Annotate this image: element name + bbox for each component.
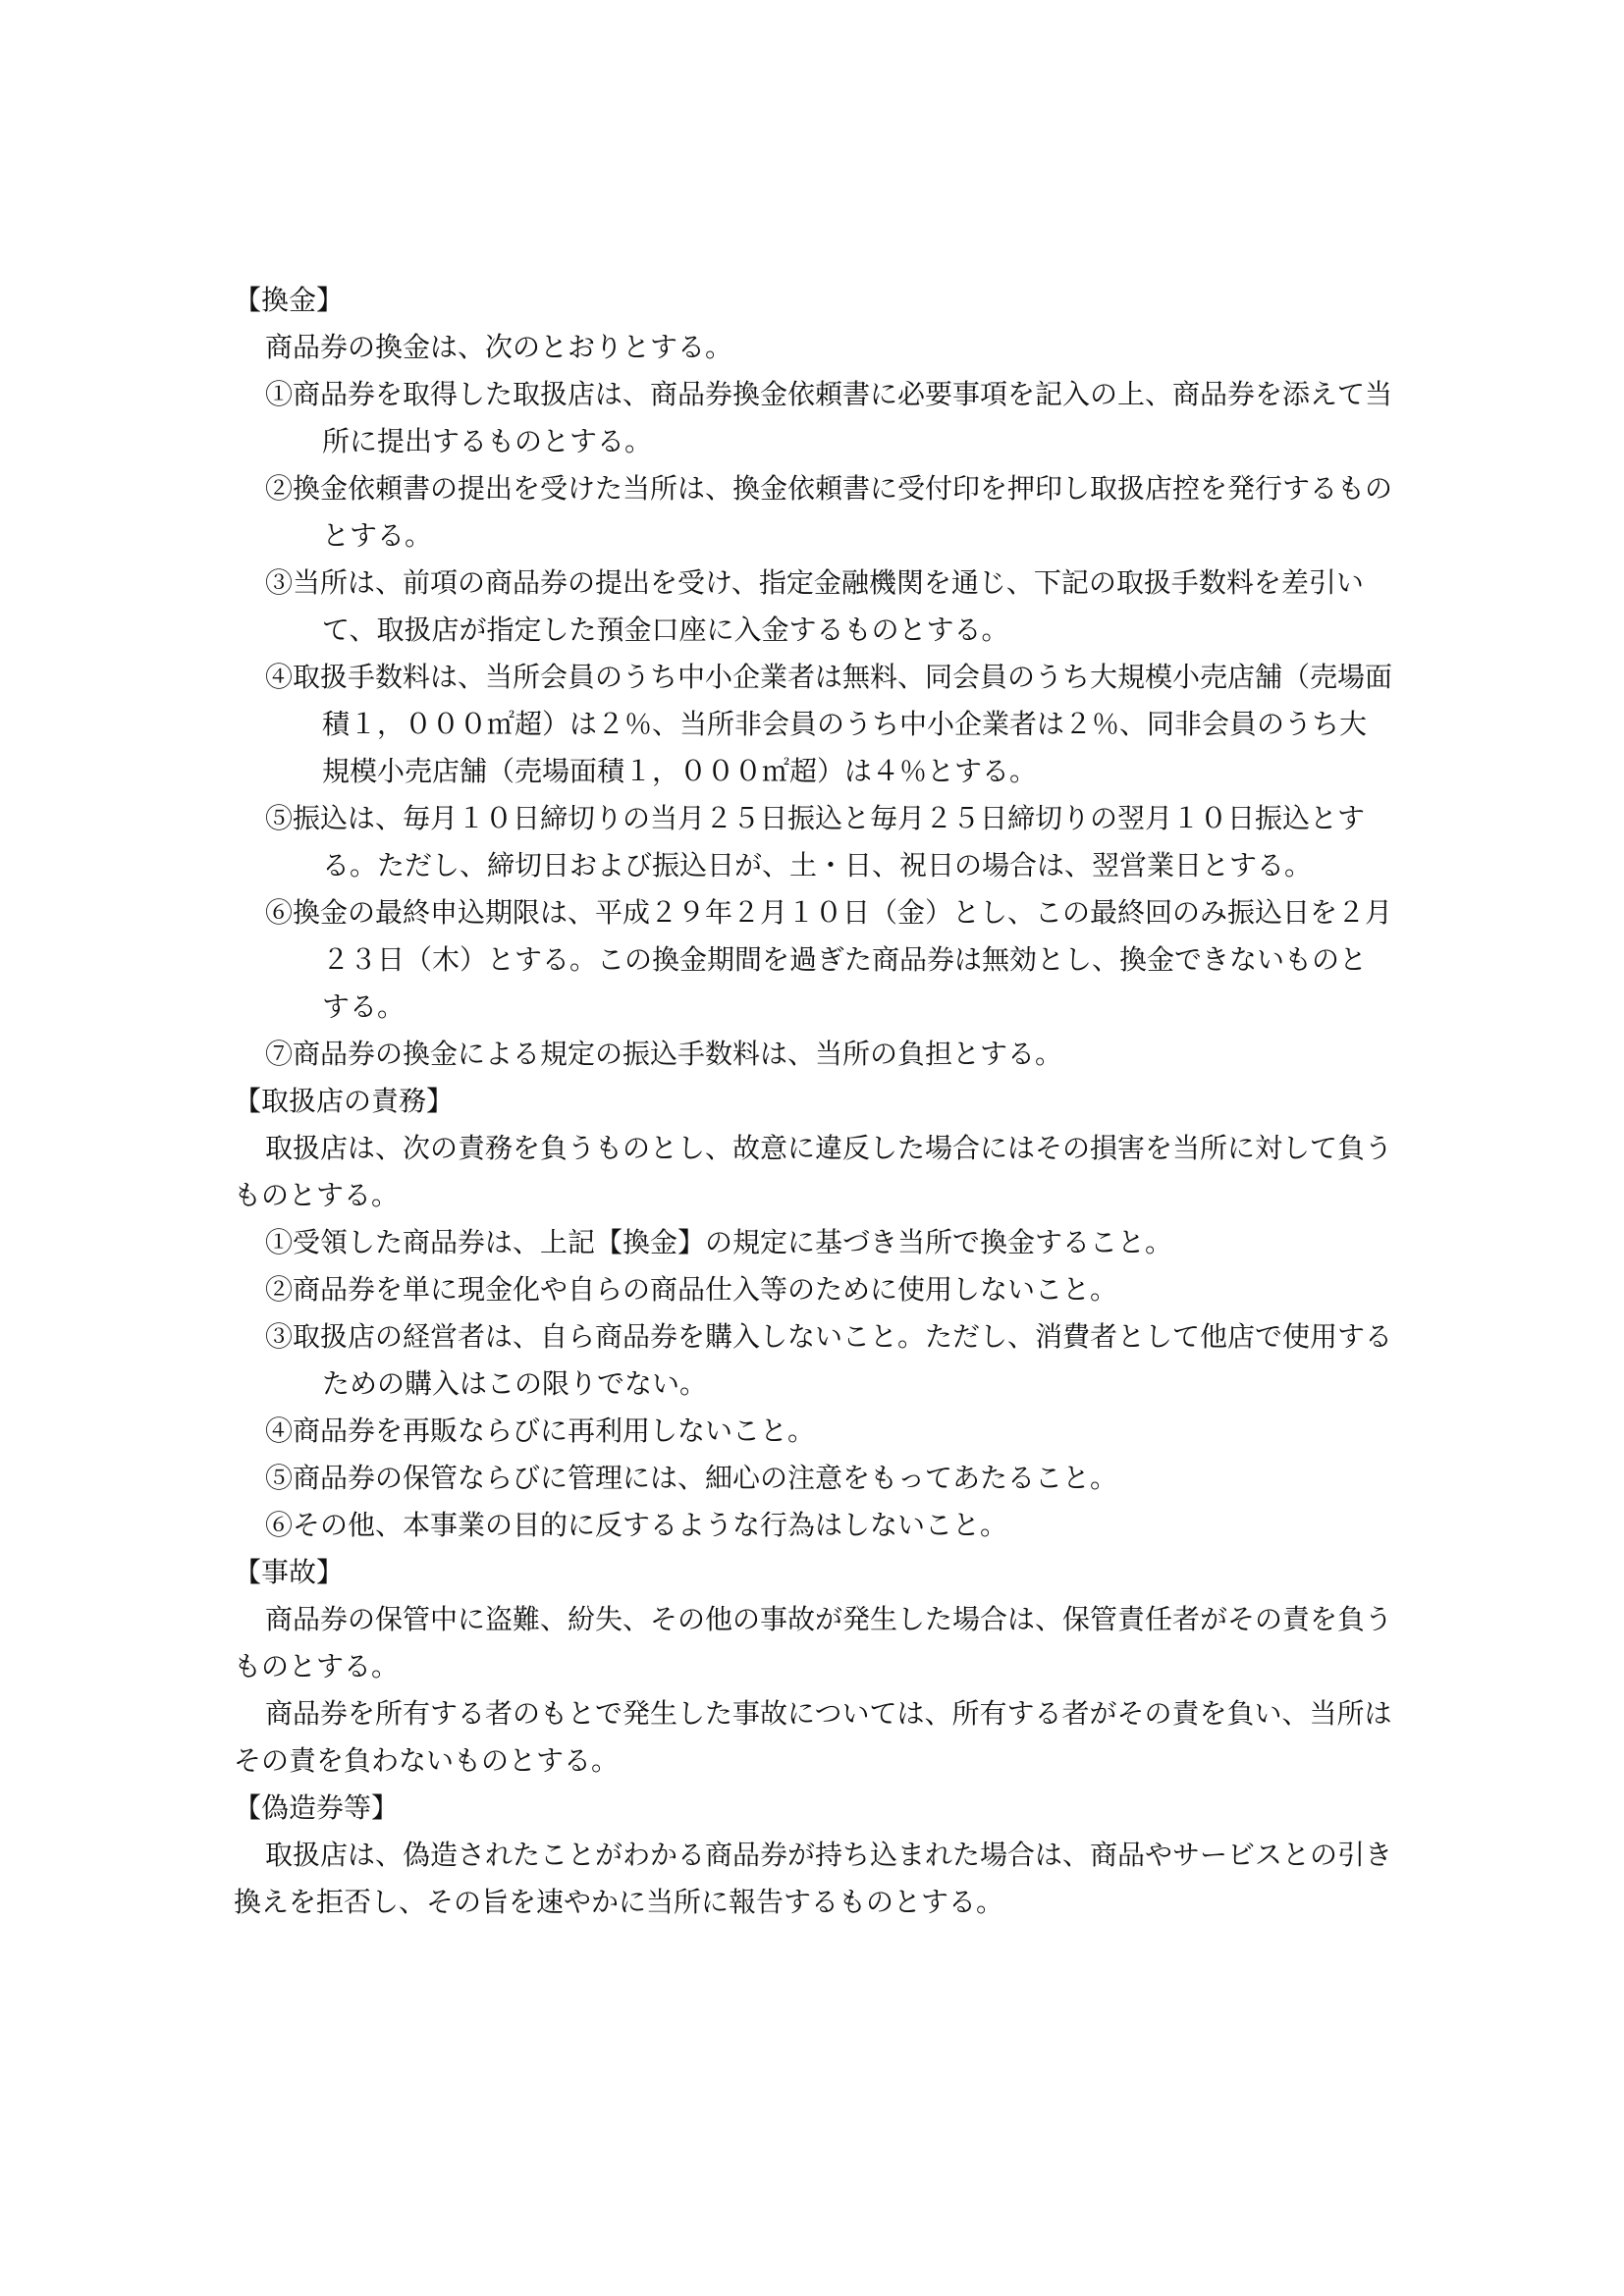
list-item: ③当所は、前項の商品券の提出を受け、指定金融機関を通じ、下記の取扱手数料を差引いて、取扱店が指定した預金口座に入金するものとする。 xyxy=(265,566,1364,646)
list-item: ④商品券を再販ならびに再利用しないこと。 xyxy=(265,1415,816,1447)
section-paragraph: 商品券の換金は、次のとおりとする。 xyxy=(265,331,733,363)
section-paragraph: 商品券を所有する者のもとで発生した事故については、所有する者がその責を負い、当所はその責を負わないものとする。 xyxy=(234,1697,1392,1777)
section-heading: 【偽造券等】 xyxy=(234,1791,400,1824)
list-item: ④取扱手数料は、当所会員のうち中小企業者は無料、同会員のうち大規模小売店舗（売場面積１，０００㎡超）は２％、当所非会員のうち中小企業者は２％、同非会員のうち大規模小売店舗（売場面積１，０００㎡超）は４％とする。 xyxy=(265,661,1393,787)
section-store-duties xyxy=(234,1078,1392,1549)
section-accident xyxy=(234,1549,1392,1785)
section-counterfeit xyxy=(234,1785,1392,1926)
list-item: ①商品券を取得した取扱店は、商品券換金依頼書に必要事項を記入の上、商品券を添えて当所に提出するものとする。 xyxy=(265,378,1393,457)
section-paragraph: 取扱店は、偽造されたことがわかる商品券が持ち込まれた場合は、商品やサービスとの引き換えを拒否し、その旨を速やかに当所に報告するものとする。 xyxy=(234,1839,1393,1918)
document-page xyxy=(234,277,1392,1926)
list-item: ⑤商品券の保管ならびに管理には、細心の注意をもってあたること。 xyxy=(265,1462,1118,1494)
list-item: ③取扱店の経営者は、自ら商品券を購入しないこと。ただし、消費者として他店で使用するための購入はこの限りでない。 xyxy=(265,1320,1393,1400)
list-item: ⑥その他、本事業の目的に反するような行為はしないこと。 xyxy=(265,1509,1008,1541)
section-exchange xyxy=(234,277,1392,1078)
list-item: ⑤振込は、毎月１０日締切りの当月２５日振込と毎月２５日締切りの翌月１０日振込とする。ただし、締切日および振込日が、土・日、祝日の場合は、翌営業日とする。 xyxy=(265,802,1366,881)
section-heading: 【換金】 xyxy=(234,284,345,316)
list-item: ⑦商品券の換金による規定の振込手数料は、当所の負担とする。 xyxy=(265,1038,1063,1070)
section-heading: 【事故】 xyxy=(234,1556,345,1588)
section-paragraph: 取扱店は、次の責務を負うものとし、故意に違反した場合にはその損害を当所に対して負うものとする。 xyxy=(234,1132,1393,1211)
list-item: ⑥換金の最終申込期限は、平成２９年２月１０日（金）とし、この最終回のみ振込日を２月２３日（木）とする。この換金期間を過ぎた商品券は無効とし、換金できないものとする。 xyxy=(265,896,1393,1023)
section-paragraph: 商品券の保管中に盗難、紛失、その他の事故が発生した場合は、保管責任者がその責を負うものとする。 xyxy=(234,1603,1393,1682)
section-heading: 【取扱店の責務】 xyxy=(234,1085,455,1117)
list-item: ①受領した商品券は、上記【換金】の規定に基づき当所で換金すること。 xyxy=(265,1226,1173,1258)
list-item: ②商品券を単に現金化や自らの商品仕入等のために使用しないこと。 xyxy=(265,1273,1118,1306)
list-item: ②換金依頼書の提出を受けた当所は、換金依頼書に受付印を押印し取扱店控を発行するものとする。 xyxy=(265,472,1393,552)
